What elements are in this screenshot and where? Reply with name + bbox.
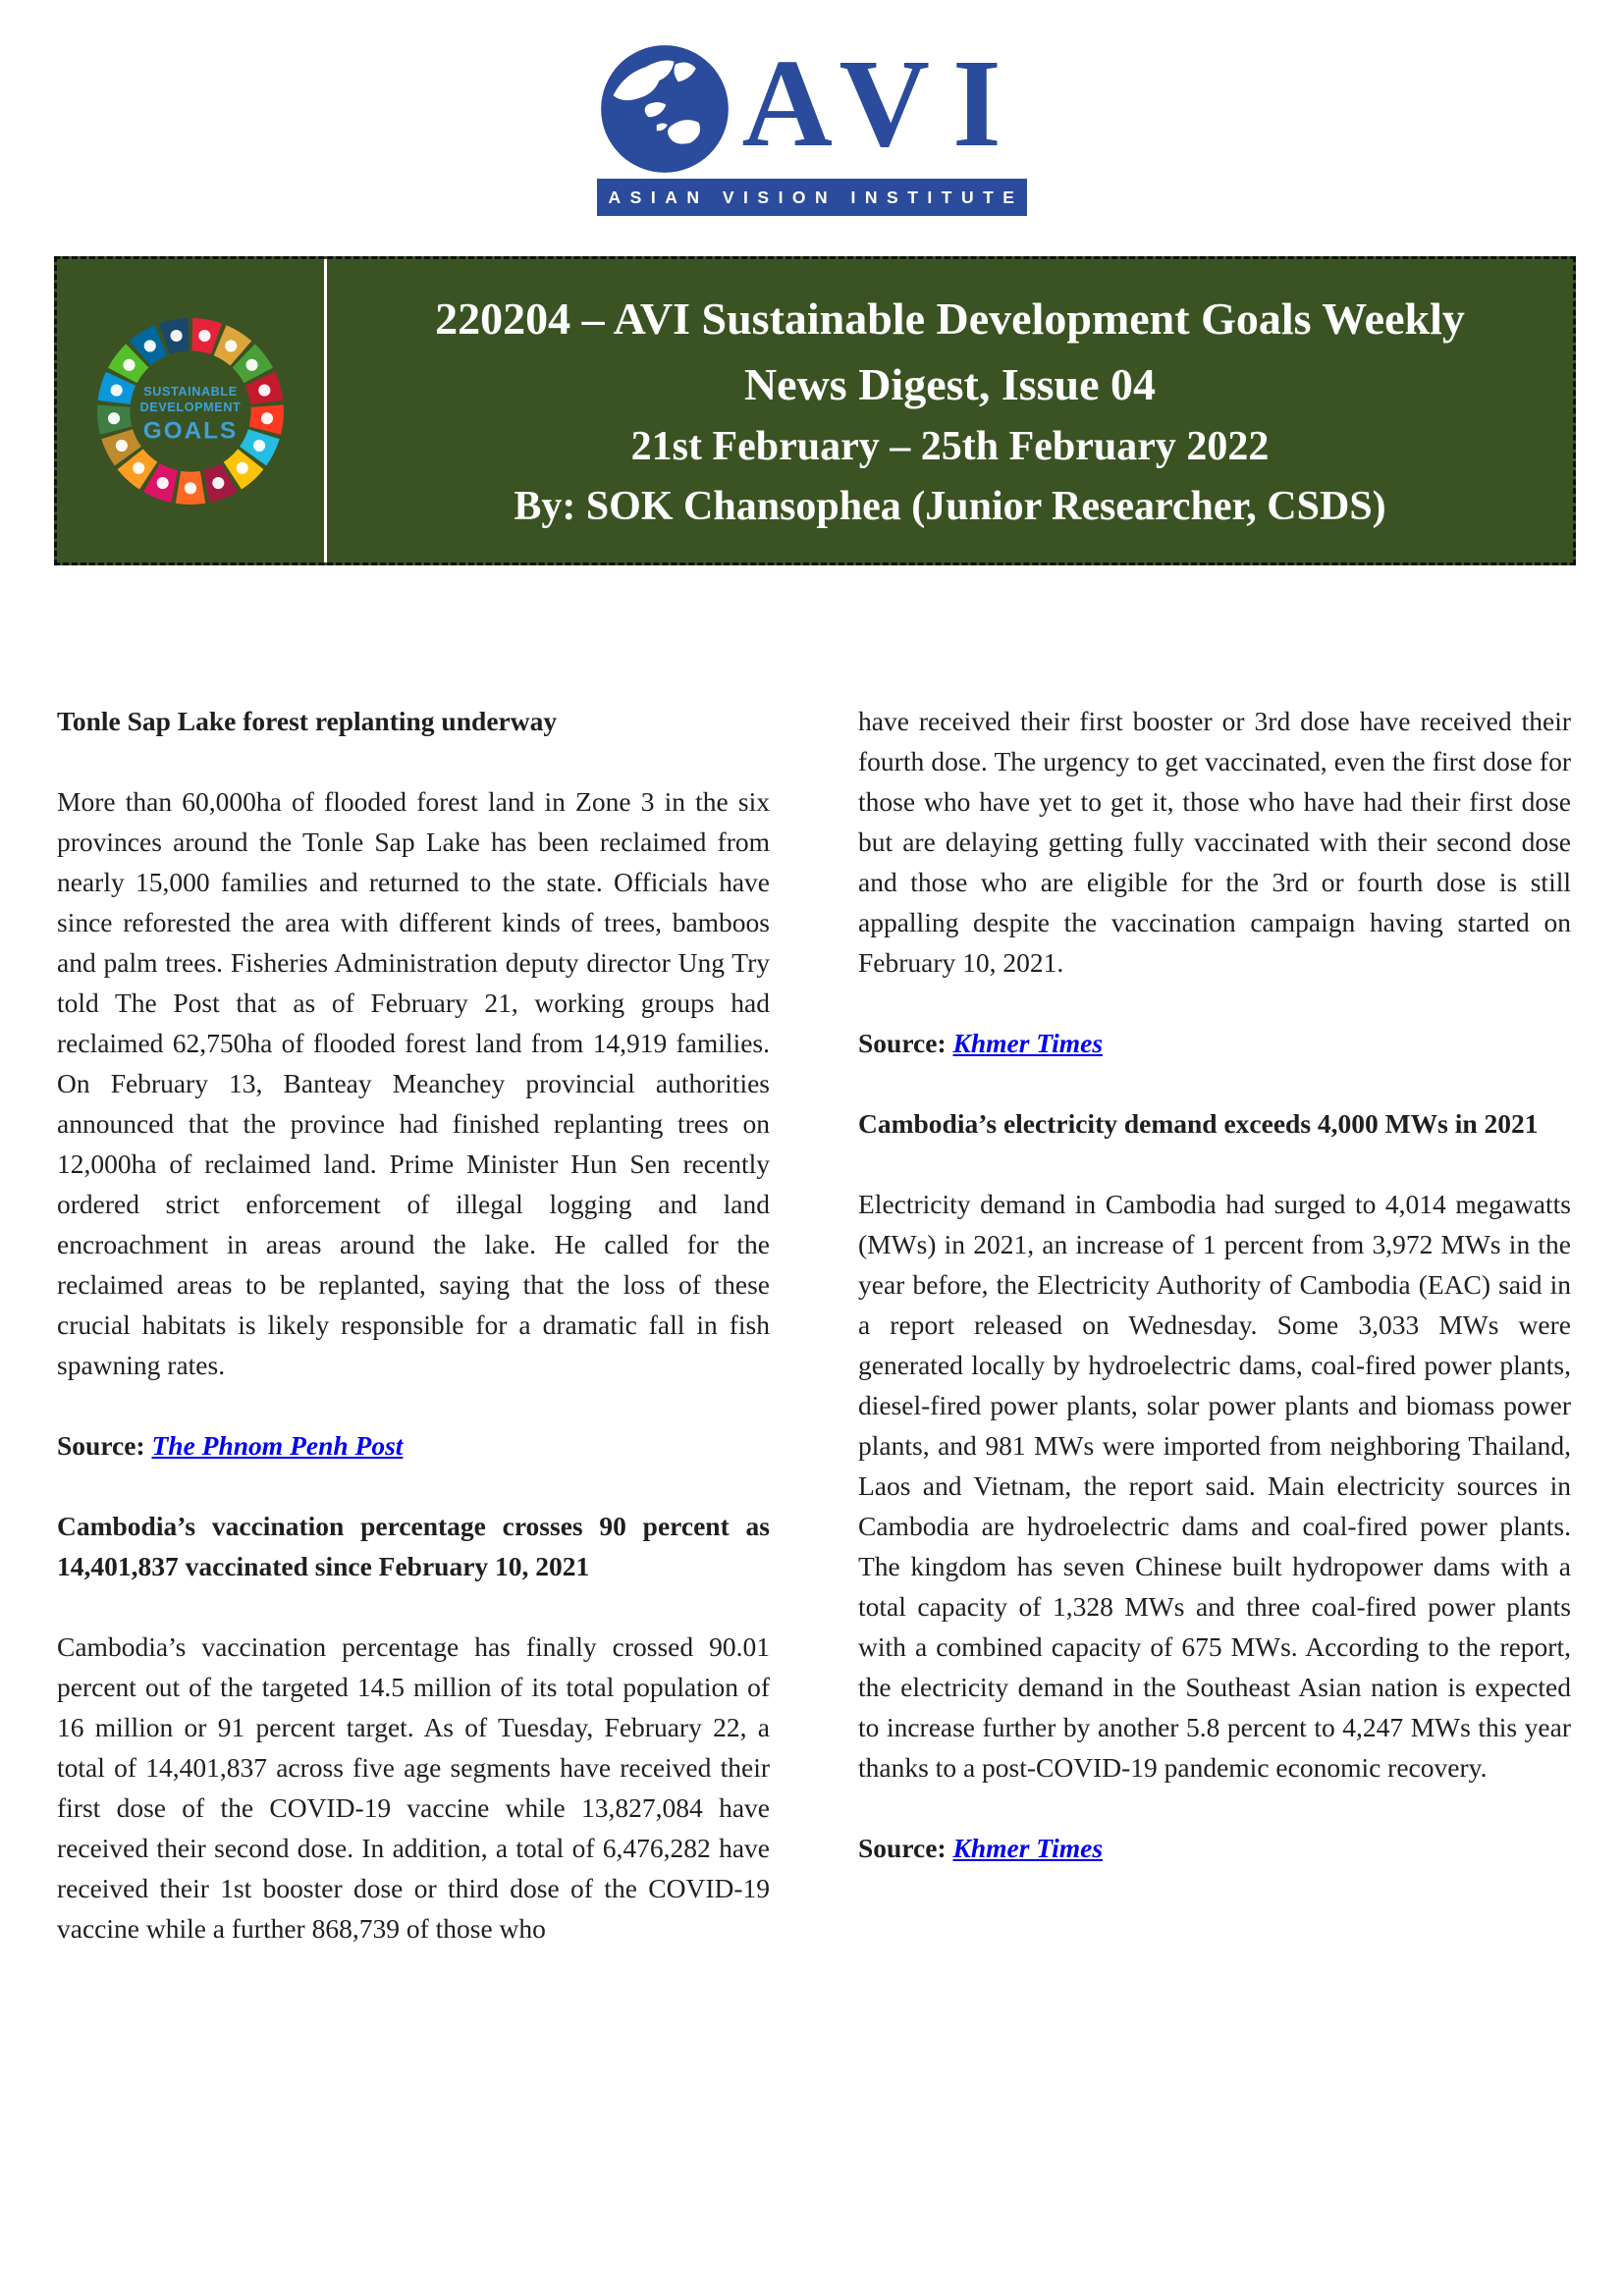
article2-title: Cambodia’s vaccination percentage crosses 90 percent as 14,401,837 vaccinated since February 10, 2021 xyxy=(57,1511,770,1581)
banner-title-line-1: 220204 – AVI Sustainable Development Goals Weekly xyxy=(435,293,1465,344)
article3-source-line xyxy=(858,1828,1571,1868)
left-column xyxy=(57,701,770,1989)
sdg-banner xyxy=(54,256,1576,565)
right-column xyxy=(858,701,1571,1989)
avi-tagline-bar: ASIAN VISION INSTITUTE xyxy=(597,179,1028,216)
article1-paragraph: More than 60,000ha of flooded forest land in Zone 3 in the six provinces around the Tonle Sap Lake has been reclaimed from nearly 15,000 families and returned to the state. Officials have since reforested the area with different kinds of trees, bamboos and palm trees. Fisheries Administration deputy director Ung Try told The Post that as of February 21, working groups had reclaimed 62,750ha of flooded forest land from 14,919 families. On February 13, Banteay Meanchey provincial authorities announced that the province had finished replanting trees on 12,000ha of reclaimed land. Prime Minister Hun Sen recently ordered strict enforcement of illegal logging and land encroachment in areas around the lake. He called for the reclaimed areas to be replanted, saying that the loss of these crucial habitats is likely responsible for a dramatic fall in fish spawning rates. xyxy=(57,786,770,1380)
banner-date-range: 21st February – 25th February 2022 xyxy=(630,423,1270,469)
article3-source-label: Source: xyxy=(858,1833,953,1863)
sdg-wheel-cell xyxy=(57,259,324,562)
article1-source-link[interactable]: The Phnom Penh Post xyxy=(151,1430,404,1461)
article2-paragraph-part2: have received their first booster or 3rd dose have received their fourth dose. The urgency to get vaccinated, even the first dose for those who have yet to get it, those who have had their first dose but are delaying getting fully vaccinated with their second dose and those who are eligible for the 3rd or fourth dose is still appalling despite the vaccination campaign having started on February 10, 2021. xyxy=(858,706,1571,978)
banner-title-line-2: News Digest, Issue 04 xyxy=(743,358,1157,409)
article1-source-line xyxy=(57,1425,770,1466)
article3-title: Cambodia’s electricity demand exceeds 4,000 MWs in 2021 xyxy=(858,1108,1539,1139)
article3-paragraph: Electricity demand in Cambodia had surged to 4,014 megawatts (MWs) in 2021, an increase of 1 percent from 3,972 MWs in the year before, the Electricity Authority of Cambodia (EAC) said in a report released on Wednesday. Some 3,033 MWs were generated locally by hydroelectric dams, coal-fired power plants, diesel-fired power plants, solar power plants and biomass power plants, and 981 MWs were imported from neighboring Thailand, Laos and Vietnam, the report said. Main electricity sources in Cambodia are hydroelectric dams and coal-fired power plants. The kingdom has seven Chinese built hydropower dams with a total capacity of 1,328 MWs and three coal-fired power plants with a combined capacity of 675 MWs. According to the report, the electricity demand in the Southeast Asian nation is expected to increase further by another 5.8 percent to 4,247 MWs this year thanks to a post-COVID-19 pandemic economic recovery. xyxy=(858,1189,1571,1783)
sdg-wheel-text-line3: GOALS xyxy=(142,416,239,444)
banner-text-block xyxy=(327,259,1573,562)
avi-logo xyxy=(597,33,1028,216)
avi-wordmark: AVI xyxy=(741,33,1024,173)
article2-source-line xyxy=(858,1023,1571,1063)
article2-paragraph-part1: Cambodia’s vaccination percentage has finally crossed 90.01 percent out of the targeted 14.5 million of its total population of 16 million or 91 percent target. As of Tuesday, February 22, a total of 14,401,837 across five age segments have received their first dose of the COVID-19 vaccine while 13,827,084 have received their second dose. In addition, a total of 6,476,282 have received their 1st booster dose or third dose of the COVID-19 vaccine while a further 868,739 of those who xyxy=(57,1631,770,1944)
globe-icon xyxy=(597,41,732,177)
article1-title: Tonle Sap Lake forest replanting underway xyxy=(57,706,558,736)
article2-source-label: Source: xyxy=(858,1028,953,1058)
article3-source-link[interactable]: Khmer Times xyxy=(952,1833,1104,1863)
sdg-wheel-text-line2: DEVELOPMENT xyxy=(139,400,242,414)
banner-byline: By: SOK Chansophea (Junior Researcher, CSDS) xyxy=(514,483,1386,529)
sdg-wheel-text-line1: SUSTAINABLE xyxy=(143,384,238,399)
article-content xyxy=(57,701,1571,1989)
sdg-wheel-icon xyxy=(96,317,285,506)
article2-source-link[interactable]: Khmer Times xyxy=(952,1028,1104,1058)
article1-source-label: Source: xyxy=(57,1430,152,1461)
